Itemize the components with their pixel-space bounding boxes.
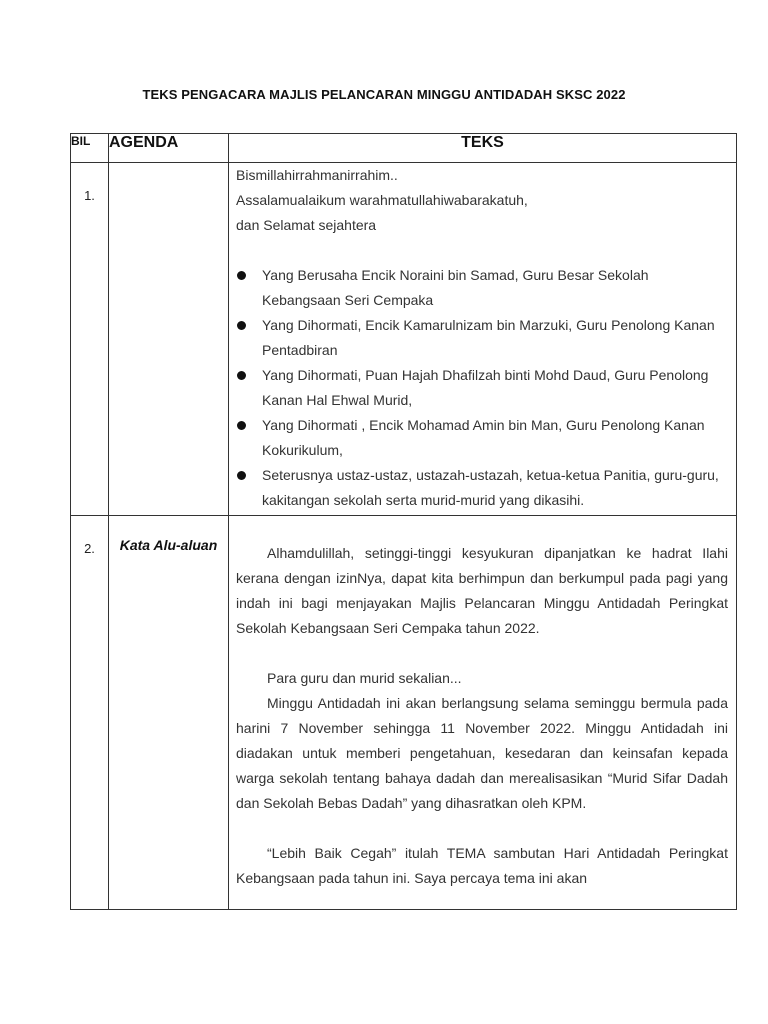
greeting-text: Yang Berusaha Encik Noraini bin Samad, Guru Besar Sekolah Kebangsaan Seri Cempaka: [262, 267, 649, 308]
paragraph: Minggu Antidadah ini akan berlangsung selama seminggu bermula pada harini 7 November sehingga 11 November 2022. Minggu Antidadah ini diadakan untuk memberi pengetahuan, kesedaran dan keinsafan kepada warga sekolah tentang bahaya dadah dan merealisasikan “Murid Sifar Dadah dan Sekolah Bebas Dadah” yang dihasratkan oleh KPM.: [236, 695, 728, 811]
opening-line: Bismillahirrahmanirrahim..: [236, 167, 398, 183]
table-header-row: [71, 134, 737, 163]
row-2-agenda: Kata Alu-aluan: [109, 516, 229, 910]
greeting-list: [236, 263, 728, 513]
greeting-text: Yang Dihormati , Encik Mohamad Amin bin Man, Guru Penolong Kanan Kokurikulum,: [262, 417, 705, 458]
bullet-icon: [237, 421, 246, 430]
row-2-bil: 2.: [71, 516, 109, 910]
agenda-table: [70, 133, 737, 910]
list-item: [236, 363, 728, 413]
document-title: TEKS PENGACARA MAJLIS PELANCARAN MINGGU ANTIDADAH SKSC 2022: [142, 87, 626, 102]
opening-line: Assalamualaikum warahmatullahiwabarakatuh,: [236, 192, 528, 208]
paragraph: Alhamdulillah, setinggi-tinggi kesyukuran dipanjatkan ke hadrat Ilahi kerana dengan izinNya, dapat kita berhimpun dan berkumpul pada pagi yang indah ini bagi menjayakan Majlis Pelancaran Minggu Antidadah Peringkat Sekolah Kebangsaan Seri Cempaka tahun 2022.: [236, 545, 728, 636]
table-row: [71, 516, 737, 910]
list-item: [236, 263, 728, 313]
row-1-agenda: [109, 163, 229, 516]
bullet-icon: [237, 471, 246, 480]
opening-line: dan Selamat sejahtera: [236, 217, 377, 233]
paragraph: Para guru dan murid sekalian...: [267, 670, 462, 686]
bullet-icon: [237, 371, 246, 380]
paragraph: “Lebih Baik Cegah” itulah TEMA sambutan Hari Antidadah Peringkat Kebangsaan pada tahun ini. Saya percaya tema ini akan: [236, 845, 728, 886]
row-2-teks: [229, 516, 737, 910]
list-item: [236, 463, 728, 513]
table-row: [71, 163, 737, 516]
bullet-icon: [237, 321, 246, 330]
bullet-icon: [237, 271, 246, 280]
greeting-text: Yang Dihormati, Encik Kamarulnizam bin Marzuki, Guru Penolong Kanan Pentadbiran: [262, 317, 715, 358]
list-item: [236, 313, 728, 363]
header-teks: TEKS: [229, 134, 737, 163]
header-agenda: AGENDA: [109, 134, 229, 163]
row-1-bil: 1.: [71, 163, 109, 516]
greeting-text: Yang Dihormati, Puan Hajah Dhafilzah binti Mohd Daud, Guru Penolong Kanan Hal Ehwal Murid,: [262, 367, 709, 408]
row-1-teks: [229, 163, 737, 516]
list-item: [236, 413, 728, 463]
header-bil: BIL: [71, 134, 109, 163]
greeting-text: Seterusnya ustaz-ustaz, ustazah-ustazah, ketua-ketua Panitia, guru-guru, kakitangan sekolah serta murid-murid yang dikasihi.: [262, 467, 719, 508]
